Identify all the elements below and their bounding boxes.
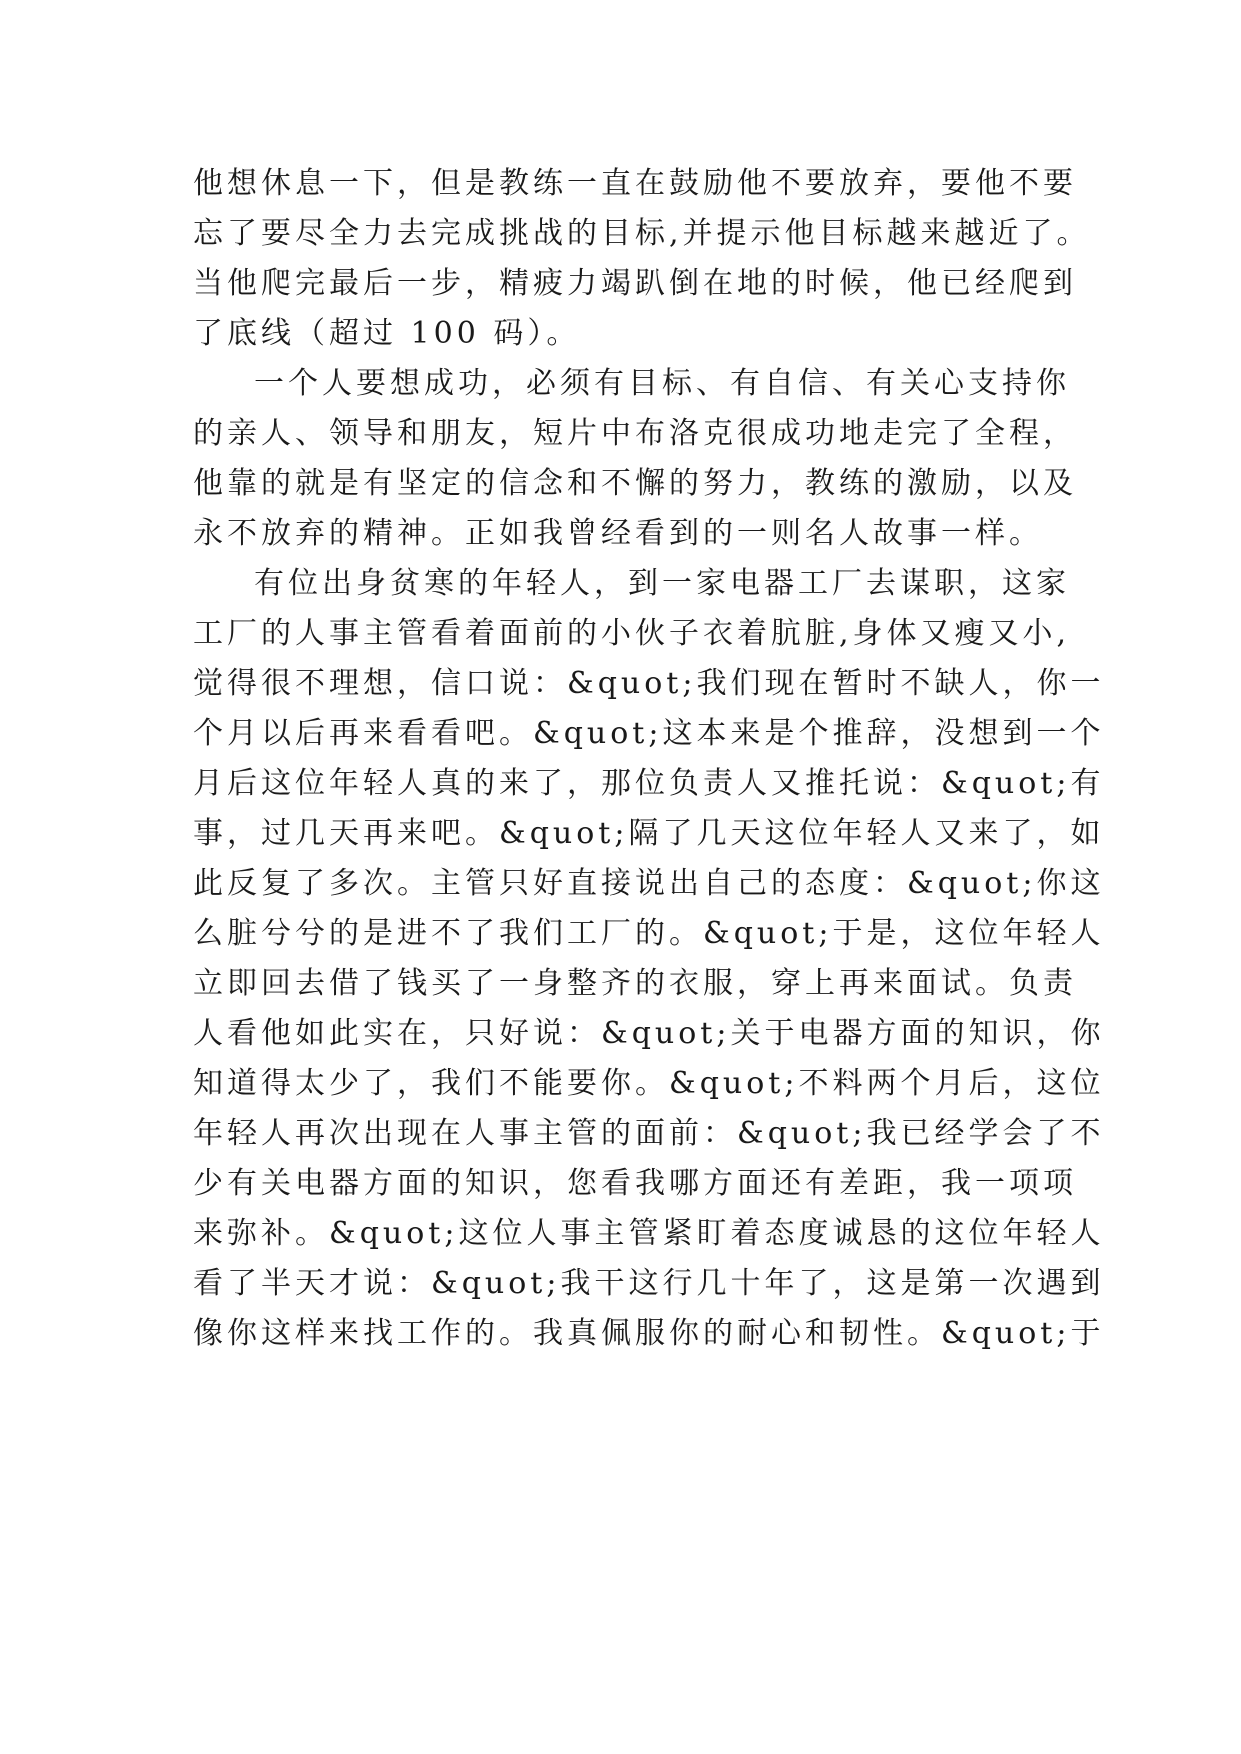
text-line: 人看他如此实在，只好说：&quot;关于电器方面的知识，你	[193, 1016, 1105, 1051]
text-line: 他靠的就是有坚定的信念和不懈的努力，教练的激励，以及	[193, 466, 1077, 501]
text-line: 像你这样来找工作的。我真佩服你的耐心和韧性。&quot;于	[193, 1316, 1105, 1351]
text-line: 忘了要尽全力去完成挑战的目标,并提示他目标越来越近了。	[193, 216, 1091, 251]
paragraph-first-line: 一个人要想成功，必须有目标、有自信、有关心支持你	[254, 366, 1070, 401]
text-line: 少有关电器方面的知识，您看我哪方面还有差距，我一项项	[193, 1166, 1077, 1201]
text-line: 知道得太少了，我们不能要你。&quot;不料两个月后，这位	[193, 1066, 1105, 1101]
text-line: 工厂的人事主管看着面前的小伙子衣着肮脏,身体又瘦又小,	[193, 616, 1071, 651]
text-line: 立即回去借了钱买了一身整齐的衣服，穿上再来面试。负责	[193, 966, 1077, 1001]
text-line: 他想休息一下，但是教练一直在鼓励他不要放弃，要他不要	[193, 166, 1077, 201]
text-line: 事，过几天再来吧。&quot;隔了几天这位年轻人又来了，如	[193, 816, 1105, 851]
text-line: 年轻人再次出现在人事主管的面前：&quot;我已经学会了不	[193, 1116, 1105, 1151]
text-line: 的亲人、领导和朋友，短片中布洛克很成功地走完了全程，	[193, 416, 1077, 451]
paragraph-first-line: 有位出身贫寒的年轻人，到一家电器工厂去谋职，这家	[254, 566, 1070, 601]
text-line: 当他爬完最后一步，精疲力竭趴倒在地的时候，他已经爬到	[193, 266, 1077, 301]
text-line: 来弥补。&quot;这位人事主管紧盯着态度诚恳的这位年轻人	[193, 1216, 1105, 1251]
text-line: 么脏兮兮的是进不了我们工厂的。&quot;于是，这位年轻人	[193, 916, 1105, 951]
text-line: 觉得很不理想，信口说：&quot;我们现在暂时不缺人，你一	[193, 666, 1105, 701]
text-line: 永不放弃的精神。正如我曾经看到的一则名人故事一样。	[193, 516, 1043, 551]
text-line: 此反复了多次。主管只好直接说出自己的态度：&quot;你这	[193, 866, 1105, 901]
text-line: 看了半天才说：&quot;我干这行几十年了，这是第一次遇到	[193, 1266, 1105, 1301]
text-line: 个月以后再来看看吧。&quot;这本来是个推辞，没想到一个	[193, 716, 1105, 751]
text-line: 月后这位年轻人真的来了，那位负责人又推托说：&quot;有	[193, 766, 1105, 801]
text-line: 了底线（超过 100 码）。	[193, 316, 581, 351]
